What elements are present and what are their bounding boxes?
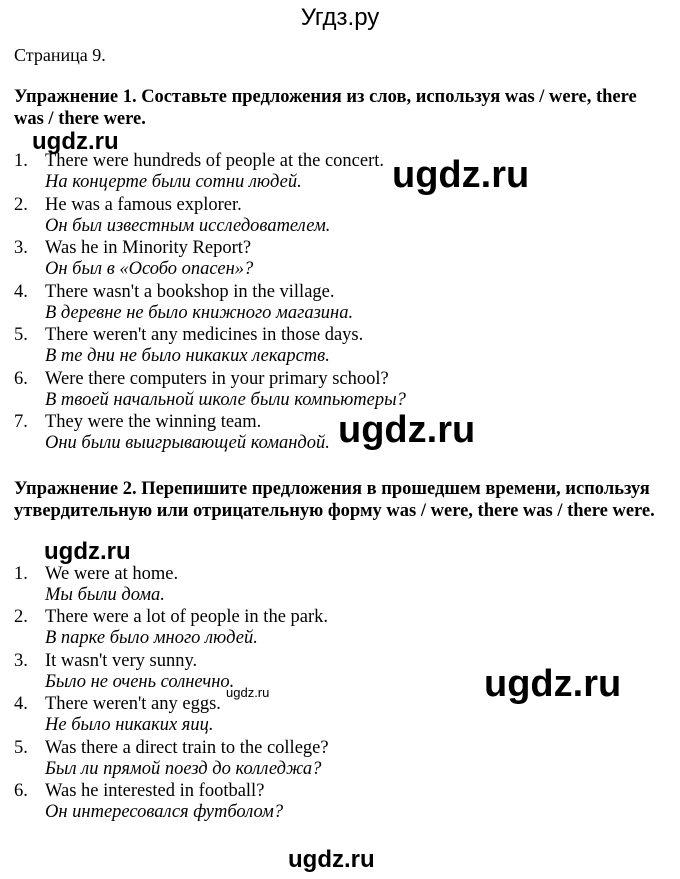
item-number: 2. xyxy=(14,607,28,627)
watermark: ugdz.ru xyxy=(484,663,622,705)
english-sentence: He was a famous explorer. xyxy=(45,195,242,215)
item-number: 4. xyxy=(14,282,28,302)
english-sentence: Was there a direct train to the college? xyxy=(45,738,329,758)
english-sentence: There weren't any eggs. xyxy=(45,694,221,714)
russian-translation: В деревне не было книжного магазина. xyxy=(45,303,354,323)
english-sentence: There were hundreds of people at the concert. xyxy=(45,151,385,171)
watermark: ugdz.ru xyxy=(226,685,270,700)
item-number: 3. xyxy=(14,651,28,671)
item-number: 3. xyxy=(14,238,28,258)
exercise-1-heading: Упражнение 1. Составьте предложения из слов, используя was / were, there was / there were. xyxy=(14,87,637,129)
russian-translation: Он интересовался футболом? xyxy=(45,802,284,822)
russian-translation: Он был известным исследователем. xyxy=(45,216,331,236)
page-label: Страница 9. xyxy=(14,45,106,65)
russian-translation: Они были выигрывающей командой. xyxy=(45,433,330,453)
item-number: 5. xyxy=(14,738,28,758)
english-sentence: It wasn't very sunny. xyxy=(45,651,198,671)
item-number: 6. xyxy=(14,369,28,389)
russian-translation: Был ли прямой поезд до колледжа? xyxy=(45,759,322,779)
english-sentence: There were a lot of people in the park. xyxy=(45,607,329,627)
russian-translation: На концерте были сотни людей. xyxy=(45,172,302,192)
russian-translation: Мы были дома. xyxy=(45,585,165,605)
english-sentence: Was he interested in football? xyxy=(45,781,265,801)
item-number: 7. xyxy=(14,412,28,432)
item-number: 1. xyxy=(14,151,28,171)
english-sentence: Was he in Minority Report? xyxy=(45,238,252,258)
english-sentence: We were at home. xyxy=(45,564,179,584)
english-sentence: Were there computers in your primary school? xyxy=(45,369,389,389)
english-sentence: There weren't any medicines in those days. xyxy=(45,325,364,345)
watermark: ugdz.ru xyxy=(32,128,119,155)
exercise-2-heading: Упражнение 2. Перепишите предложения в прошедшем времени, используя утвердительную или отрицательную форму was / were, there was / there were. xyxy=(14,479,655,521)
watermark: ugdz.ru xyxy=(338,409,476,451)
item-number: 4. xyxy=(14,694,28,714)
item-number: 5. xyxy=(14,325,28,345)
english-sentence: They were the winning team. xyxy=(45,412,262,432)
watermark: ugdz.ru xyxy=(44,538,131,565)
watermark: ugdz.ru xyxy=(288,846,375,873)
item-number: 2. xyxy=(14,195,28,215)
russian-translation: В парке было много людей. xyxy=(45,628,258,648)
russian-translation: В твоей начальной школе были компьютеры? xyxy=(45,390,406,410)
item-number: 6. xyxy=(14,781,28,801)
russian-translation: Не было никаких яиц. xyxy=(45,715,214,735)
item-number: 1. xyxy=(14,564,28,584)
russian-translation: Он был в «Особо опасен»? xyxy=(45,259,254,279)
russian-translation: Было не очень солнечно. xyxy=(45,672,235,692)
watermark: ugdz.ru xyxy=(392,154,530,196)
site-title: Угдз.ру xyxy=(300,4,380,31)
russian-translation: В те дни не было никаких лекарств. xyxy=(45,346,330,366)
english-sentence: There wasn't a bookshop in the village. xyxy=(45,282,335,302)
